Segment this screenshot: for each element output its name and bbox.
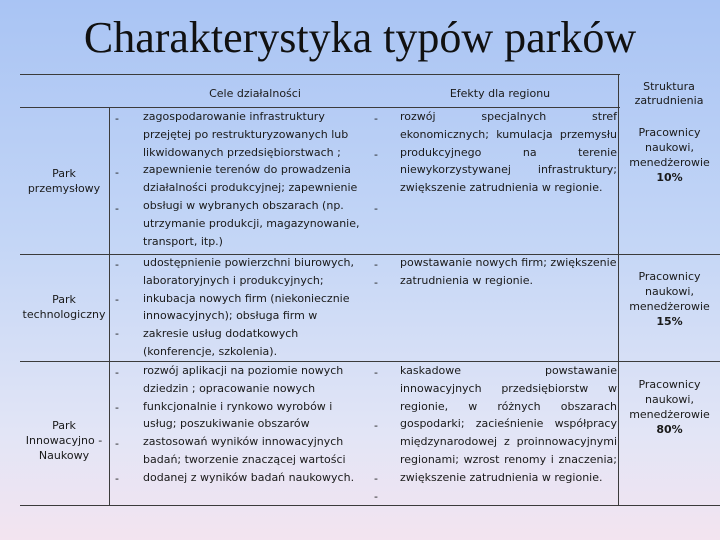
table-bottom-border <box>20 505 720 506</box>
slide-title: Charakterystyka typów parków <box>83 13 637 62</box>
structure-text: Pracownicy naukowi, menedżerowie <box>629 270 710 313</box>
cele-text: zagospodarowanie infrastruktury przejętej po restrukturyzowanych lub likwidowanych przedsiębiorstwach ; zapewnienie terenów do prowadzenia działalności produkcyjnej; zapewnienie obsługi w wybranych obszarach (np. utrzymanie produkcji, magazynowanie, transport, itp.) <box>143 110 360 248</box>
bullet-dash: - <box>115 202 119 215</box>
bullet-dash: - <box>374 276 378 289</box>
bullet-dash: - <box>374 472 378 485</box>
bullet-dash: - <box>374 148 378 161</box>
bullet-dash: - <box>115 112 119 125</box>
bullet-dash: - <box>374 419 378 432</box>
structure-text: Pracownicy naukowi, menedżerowie <box>629 378 710 421</box>
structure-percent: 80% <box>656 423 683 436</box>
park-type-label: Park przemysłowy <box>27 167 101 195</box>
structure-cell <box>619 125 720 185</box>
efekty-text: powstawanie nowych firm; zwiększenie zatrudnienia w regionie. <box>400 256 617 287</box>
bullet-dash: - <box>374 258 378 271</box>
bullet-dash: - <box>115 437 119 450</box>
bullet-dash: - <box>115 366 119 379</box>
park-type-label: Park technologiczny <box>22 293 106 321</box>
bullet-dash: - <box>115 166 119 179</box>
table-top-border <box>20 74 620 75</box>
header-efekty: Efekty dla regionu <box>449 87 551 100</box>
structure-text: Pracownicy naukowi, menedżerowie <box>629 126 710 169</box>
efekty-text: kaskadowe powstawanie innowacyjnych przedsiębiorstw w regionie, w różnych obszarach gospodarki; zacieśnienie współpracy międzynarodowej z proinnowacyjnymi regionami; wzrost renomy i znaczenia; zwiększenie zatrudnienia w regionie. <box>400 364 617 484</box>
header-struktura: Struktura zatrudnienia <box>634 80 704 107</box>
bullet-dash: - <box>374 366 378 379</box>
efekty-text: rozwój specjalnych stref ekonomicznych; kumulacja przemysłu produkcyjnego na terenie niewykorzystywanej infrastruktury; zwiększenie zatrudnienia w regionie. <box>400 110 617 195</box>
bullet-dash: - <box>115 293 119 306</box>
cele-text: udostępnienie powierzchni biurowych, laboratoryjnych i produkcyjnych; inkubacja nowych firm (niekoniecznie innowacyjnych); obsługa firm w zakresie usług dodatkowych (konferencje, szkolenia). <box>143 256 354 358</box>
structure-cell <box>619 377 720 437</box>
bullet-dash: - <box>374 202 378 215</box>
bullet-dash: - <box>115 258 119 271</box>
park-type-label: Park Innowacyjno - Naukowy <box>25 419 103 462</box>
structure-percent: 10% <box>656 171 683 184</box>
cele-text: rozwój aplikacji na poziomie nowych dziedzin ; opracowanie nowych funkcjonalnie i rynkowo wyrobów i usług; poszukiwanie obszarów zastosowań wyników innowacyjnych badań; tworzenie znaczącej wartości dodanej z wyników badań naukowych. <box>143 364 355 484</box>
structure-percent: 15% <box>656 315 683 328</box>
bullet-dash: - <box>374 112 378 125</box>
bullet-dash: - <box>115 401 119 414</box>
column-divider-left <box>109 107 110 505</box>
bullet-dash: - <box>115 472 119 485</box>
bullet-dash: - <box>115 327 119 340</box>
header-cele: Cele działalności <box>209 87 301 100</box>
bullet-dash: - <box>374 490 378 503</box>
structure-cell <box>619 269 720 329</box>
